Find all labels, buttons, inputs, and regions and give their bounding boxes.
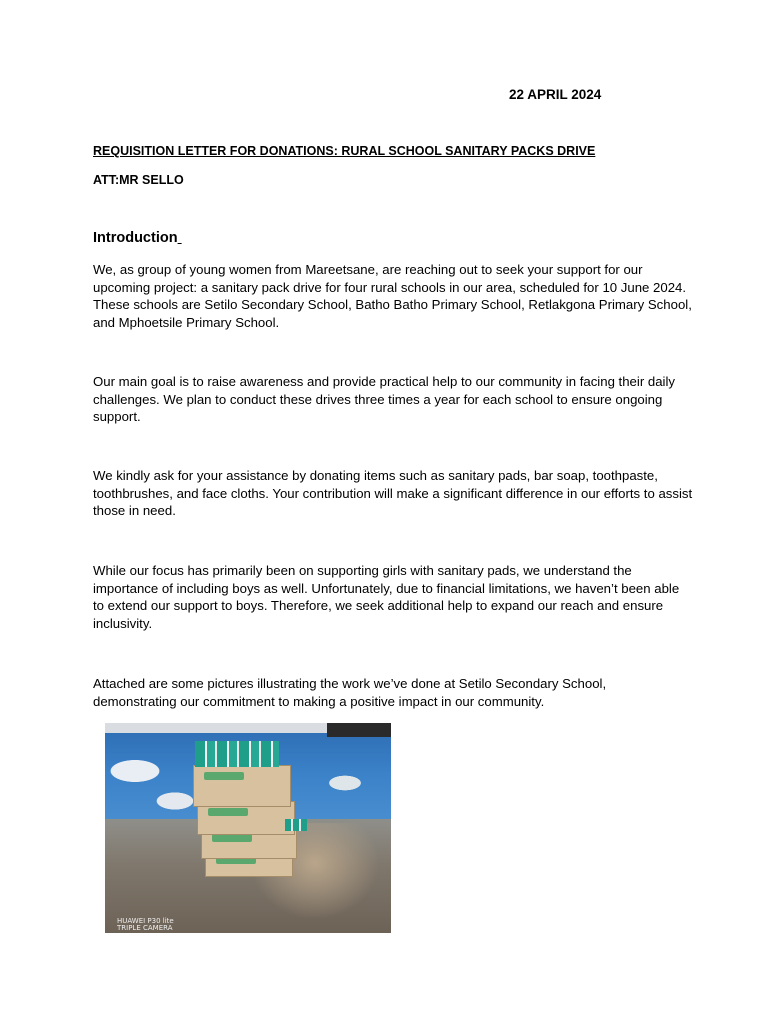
letter-date: 22 APRIL 2024 [509, 87, 602, 102]
paragraph-request: We kindly ask for your assistance by donating items such as sanitary pads, bar soap, toothpaste, toothbrushes, and face cloths. Your contribution will make a significant difference in our efforts to assist those in need. [93, 468, 693, 519]
photo-doorway [327, 723, 391, 737]
paragraph-goal: Our main goal is to raise awareness and provide practical help to our community in facing their daily challenges. We plan to conduct these drives three times a year for each school to ensure ongoing support. [93, 374, 676, 425]
watermark-line1: HUAWEI P30 lite [117, 917, 174, 925]
paragraph-intro: We, as group of young women from Mareetsane, are reaching out to seek your support for our upcoming project: a sanitary pack drive for four rural schools in our area, scheduled for 10 June 2024. These schools are Setilo Secondary School, Batho Batho Primary School, Retlakgona Primary School, and Mphoetsile Primary School. [93, 262, 692, 330]
section-heading [93, 230, 182, 246]
paragraph-inclusivity: While our focus has primarily been on supporting girls with sanitary pads, we understand the importance of including boys as well. Unfortunately, due to financial limitations, we haven’t been able to extend our support to boys. Therefore, we seek additional help to expand our reach and ensure inclusivity. [93, 563, 680, 631]
paragraph-attachment: Attached are some pictures illustrating the work we’ve done at Setilo Secondary School, demonstrating our commitment to making a positive impact in our community. [93, 676, 607, 709]
camera-watermark [117, 918, 174, 932]
donation-photo [105, 723, 391, 933]
letter-subject: REQUISITION LETTER FOR DONATIONS: RURAL SCHOOL SANITARY PACKS DRIVE [93, 144, 596, 158]
heading-text: Introduction [93, 230, 178, 246]
watermark-line2: TRIPLE CAMERA [117, 924, 173, 932]
photo-box [193, 765, 291, 807]
attention-line: ATT:MR SELLO [93, 173, 184, 187]
photo-sanitary-packs [195, 741, 279, 767]
heading-underline-trail [178, 230, 182, 246]
photo-sanitary-packs-small [285, 819, 307, 831]
